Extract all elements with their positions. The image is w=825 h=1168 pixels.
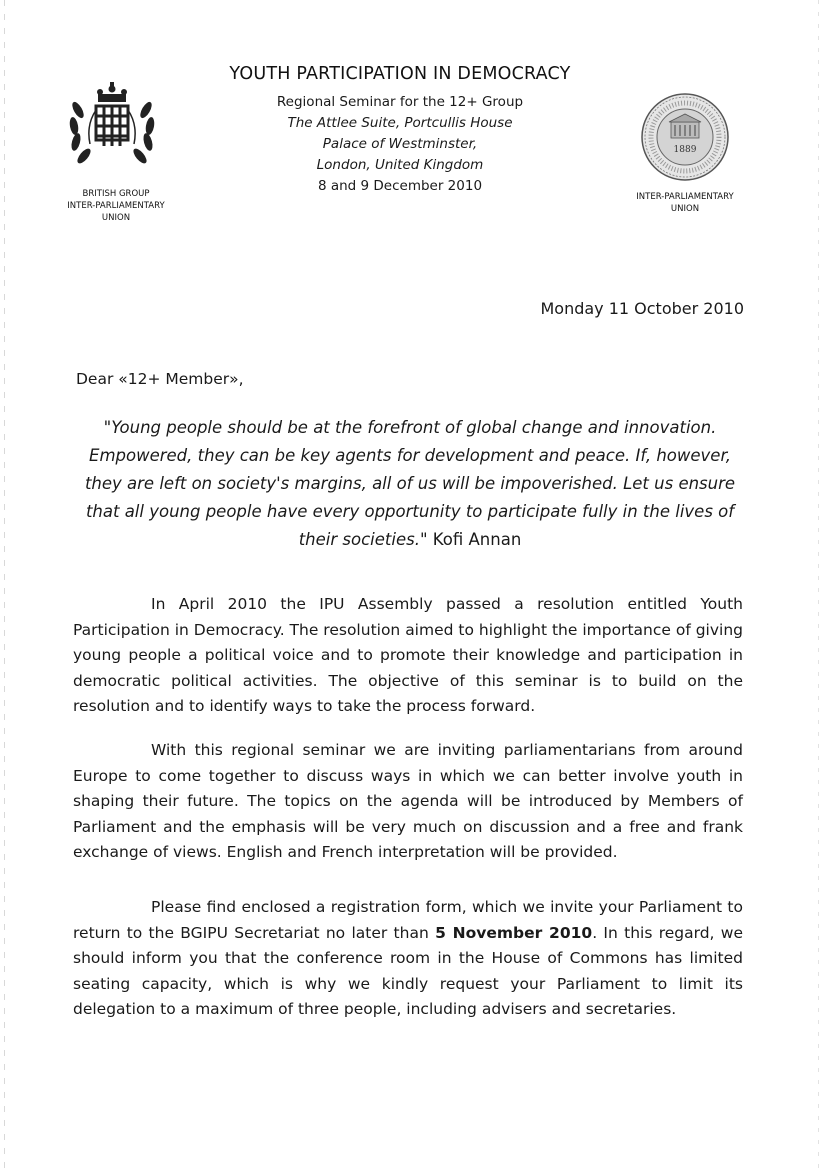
- ipu-label: [620, 191, 750, 215]
- seminar-palace: Palace of Westminster,: [322, 136, 478, 152]
- seminar-dates: 8 and 9 December 2010: [317, 178, 483, 194]
- paragraph-2-text: With this regional seminar we are inviting parliamentarians from around Europe to come together to discuss ways in which we can better involve youth in shaping their future. The topics on the agenda will be introduced by Members of Parliament and the emphasis will be very much on discussion and a free and frank exchange of views. English and French interpretation will be provided.: [73, 741, 743, 861]
- letterhead-details: [230, 92, 570, 197]
- portcullis-crest-icon: [64, 80, 160, 180]
- seminar-subtitle: Regional Seminar for the 12+ Group: [276, 94, 524, 110]
- letter-date: Monday 11 October 2010: [540, 299, 744, 318]
- registration-deadline: 5 November 2010: [435, 923, 593, 942]
- salutation: Dear «12+ Member»,: [76, 370, 244, 388]
- seminar-city: London, United Kingdom: [316, 157, 484, 173]
- scan-edge-left: [4, 0, 5, 1168]
- kofi-annan-quote: [70, 414, 750, 554]
- british-group-ipu-label: [46, 188, 186, 224]
- body-paragraph-1: [73, 592, 743, 720]
- paragraph-3-text-start: Please find enclosed a registration form, which we invite your Parliament to return to the BGIPU Secretariat no later than: [73, 898, 743, 942]
- org-right-line1: INTER-PARLIAMENTARY: [636, 192, 734, 202]
- quote-author: Kofi Annan: [427, 530, 522, 549]
- org-left-line3: UNION: [101, 213, 131, 223]
- letterhead-title: YOUTH PARTICIPATION IN DEMOCRACY: [229, 64, 571, 84]
- org-left-line1: BRITISH GROUP: [82, 189, 150, 199]
- seal-year: 1889: [673, 145, 697, 155]
- body-paragraph-2: [73, 738, 743, 866]
- paragraph-1-text: In April 2010 the IPU Assembly passed a resolution entitled Youth Participation in Democracy. The resolution aimed to highlight the importance of giving young people a political voice and to promote their knowledge and participation in democratic political activities. The objective of this seminar is to build on the resolution and to identify ways to take the process forward.: [73, 595, 743, 715]
- seminar-venue: The Attlee Suite, Portcullis House: [287, 115, 513, 131]
- body-paragraph-3: [73, 895, 743, 1023]
- org-right-line2: UNION: [670, 204, 700, 214]
- paragraph-3-text-end: . In this regard, we should inform you that the conference room in the House of Commons has limited seating capacity, which is why we kindly request your Parliament to limit its delegation to a maximum of three people, including advisers and secretaries.: [73, 923, 743, 1018]
- org-left-line2: INTER-PARLIAMENTARY: [67, 201, 165, 211]
- ipu-seal-icon: [640, 92, 730, 182]
- quote-text: "Young people should be at the forefront of global change and innovation. Empowered, they can be key agents for development and peace. If, however, they are left on society's margins, all of us will be impoverished. Let us ensure that all young people have every opportunity to participate fully in the lives of their societies.": [84, 418, 736, 549]
- scan-edge-right: [818, 0, 819, 1168]
